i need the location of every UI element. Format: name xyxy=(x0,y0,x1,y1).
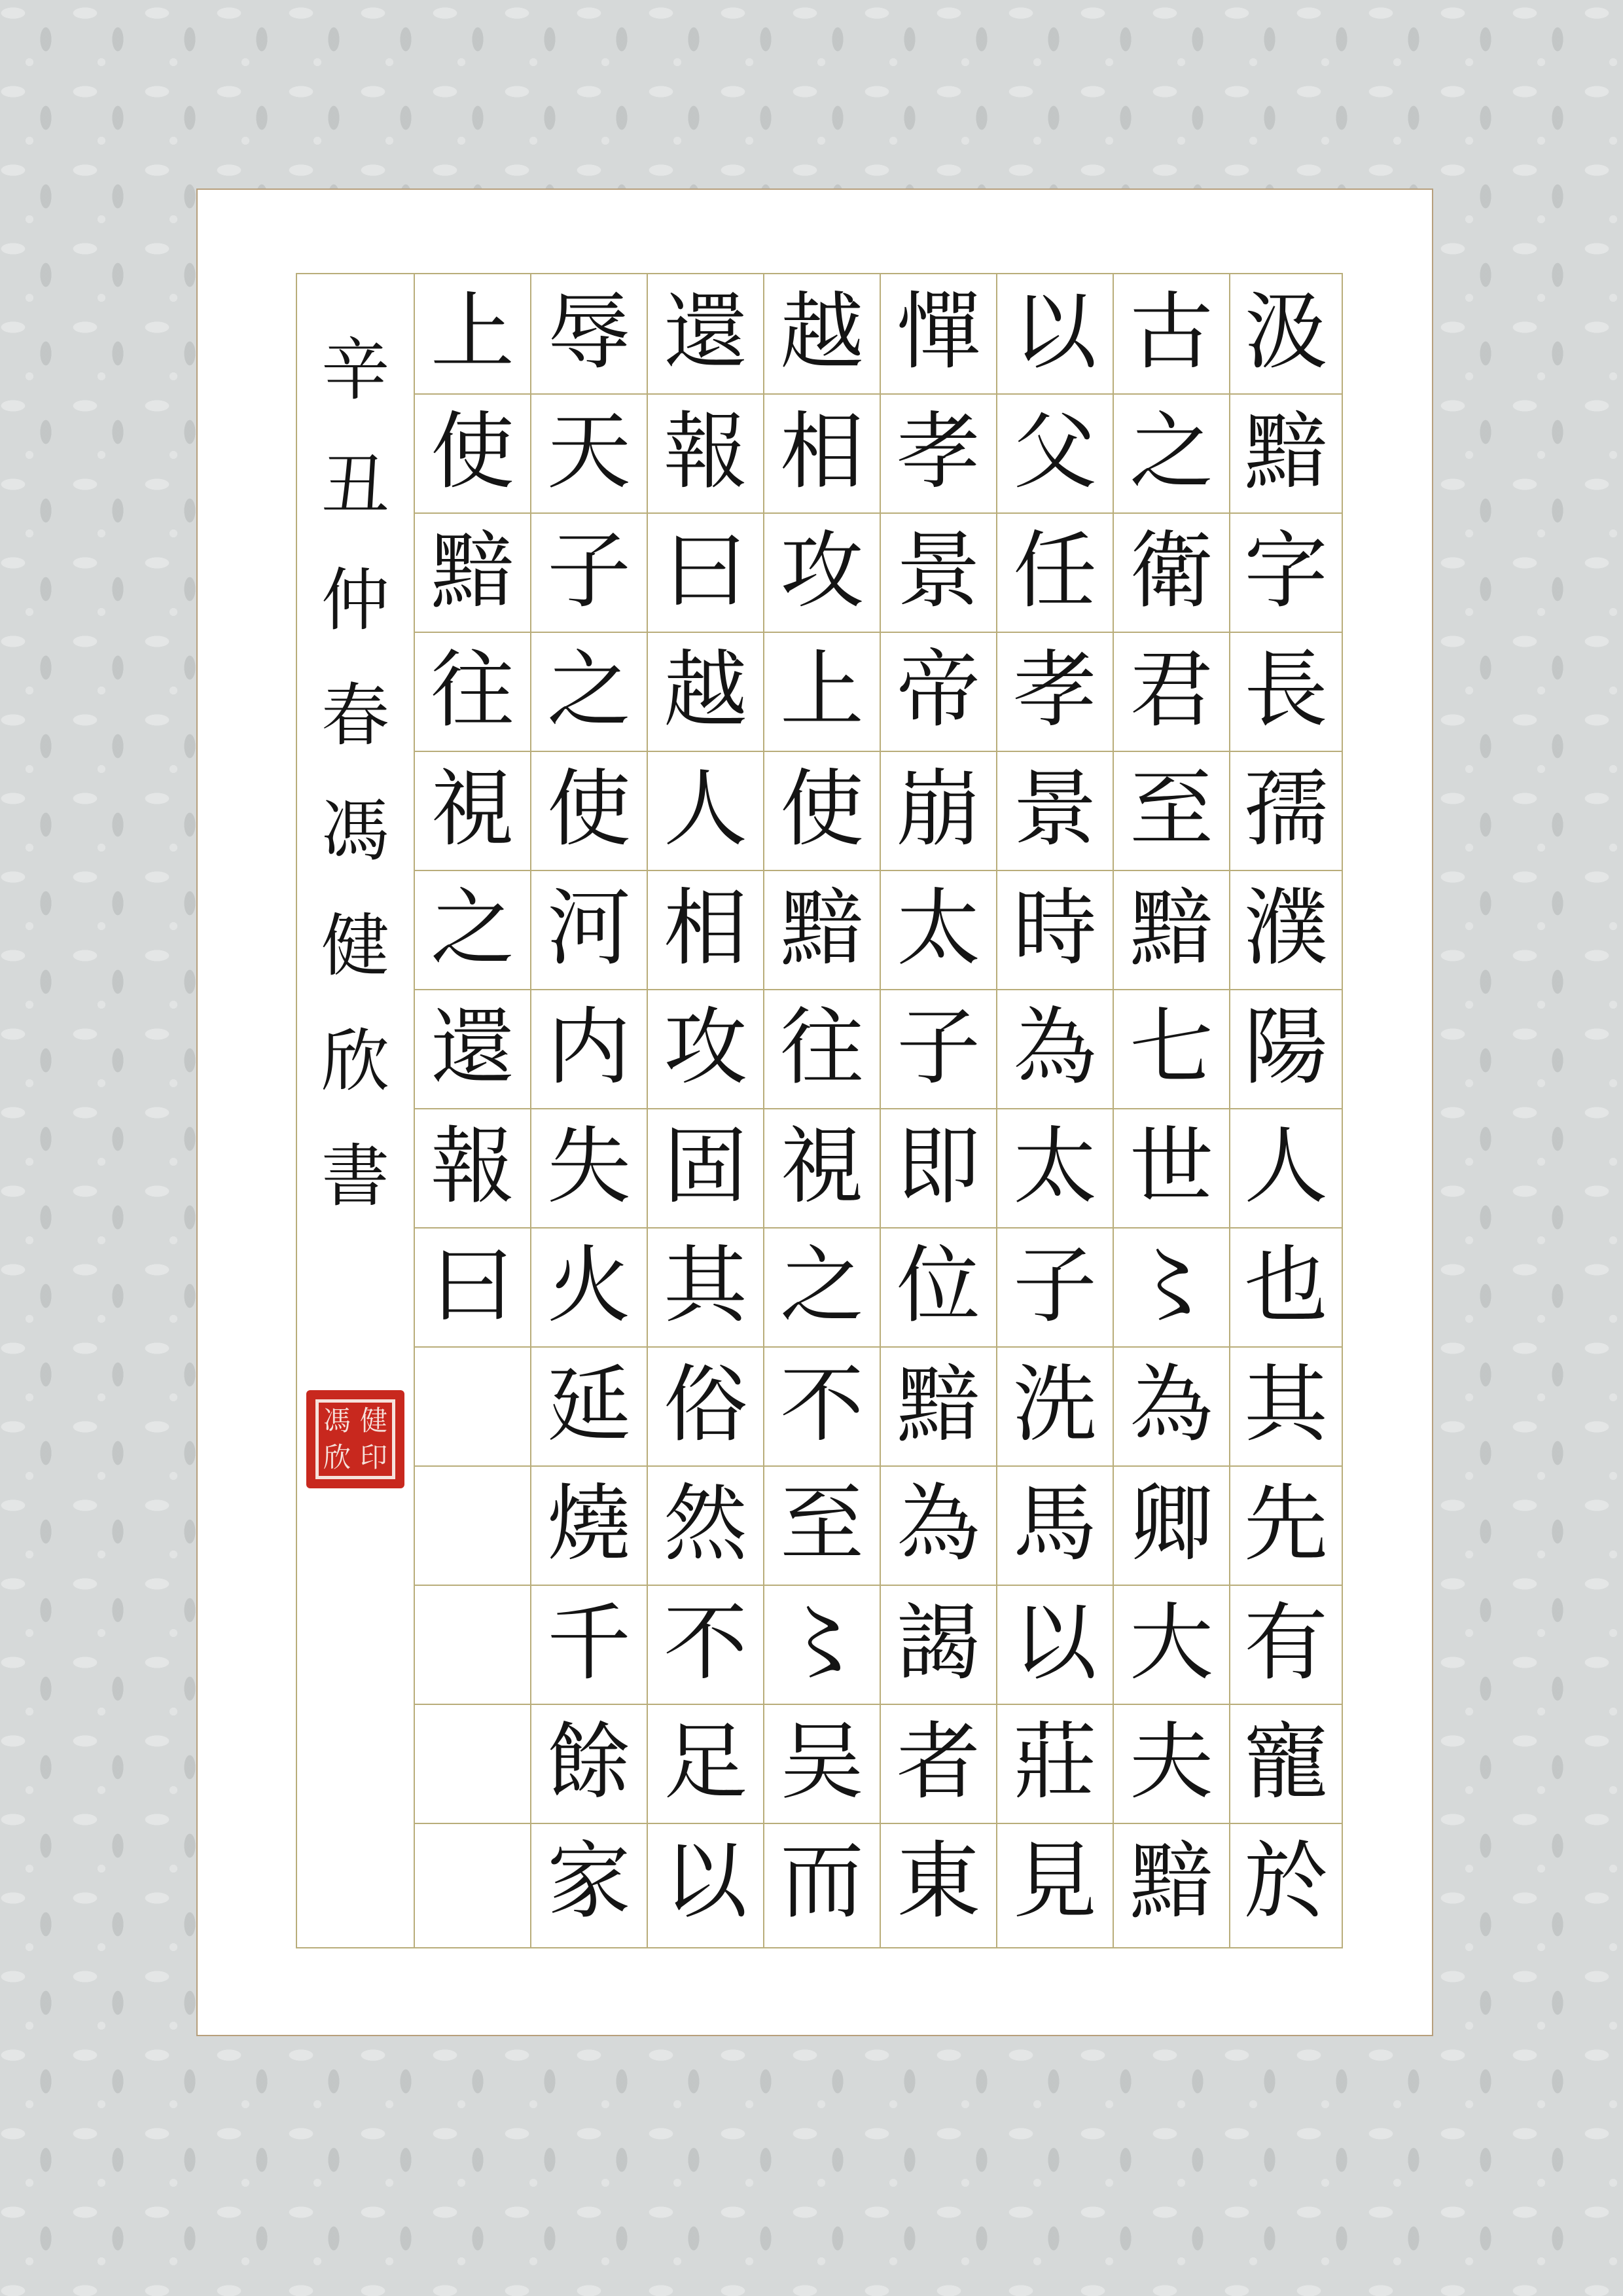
seal-char: 欣 xyxy=(323,1441,351,1473)
grid-cell-char: 曰 xyxy=(648,512,763,629)
grid-cell-char: 濮 xyxy=(1230,870,1342,986)
grid-cell-char: 其 xyxy=(648,1227,763,1344)
grid-cell-char: 黯 xyxy=(415,512,530,629)
grid-cell-char: 黯 xyxy=(1114,1823,1229,1939)
grid-cell-char: 〻 xyxy=(764,1585,880,1701)
grid-cell-char: 上 xyxy=(764,632,880,748)
grid-cell-char: 餘 xyxy=(531,1704,647,1820)
grid-cell-char: 使 xyxy=(531,751,647,867)
seal-char: 印 xyxy=(359,1441,387,1473)
grid-cell-char: 父 xyxy=(997,393,1113,510)
signature-char: 辛 xyxy=(321,330,389,410)
grid-cell-empty xyxy=(415,1823,530,1939)
grid-cell-char: 視 xyxy=(764,1108,880,1225)
text-column-3 xyxy=(996,274,1113,1947)
grid-cell-char: 為 xyxy=(997,989,1113,1105)
grid-cell-char: 火 xyxy=(531,1227,647,1344)
text-column-5 xyxy=(763,274,880,1947)
grid-cell-char: 夫 xyxy=(1114,1704,1229,1820)
grid-cell-char: 帝 xyxy=(881,632,996,748)
signature-char: 丑 xyxy=(321,445,389,525)
grid-cell-char: 河 xyxy=(531,870,647,986)
grid-cell-char: 孝 xyxy=(997,632,1113,748)
grid-cell-char: 寵 xyxy=(1230,1704,1342,1820)
grid-cell-char: 世 xyxy=(1114,1108,1229,1225)
seal-characters xyxy=(315,1399,395,1479)
grid-cell-char: 還 xyxy=(663,283,747,381)
grid-cell-char: 馬 xyxy=(997,1465,1113,1582)
grid-cell-empty xyxy=(415,1585,530,1701)
grid-cell-char: 之 xyxy=(764,1227,880,1344)
grid-cell-char: 〻 xyxy=(1114,1227,1229,1344)
grid-cell-char: 至 xyxy=(764,1465,880,1582)
grid-cell-char: 為 xyxy=(1114,1346,1229,1463)
grid-cell-char: 至 xyxy=(1114,751,1229,867)
grid-cell-char: 崩 xyxy=(881,751,996,867)
grid-cell-char: 以 xyxy=(1012,283,1097,381)
text-column-4 xyxy=(880,274,996,1947)
text-column-2 xyxy=(1113,274,1229,1947)
signature-char: 春 xyxy=(321,675,389,755)
grid-cell-char: 有 xyxy=(1230,1585,1342,1701)
grid-cell-char: 孝 xyxy=(881,393,996,510)
grid-cell-char: 其 xyxy=(1230,1346,1342,1463)
grid-cell-char: 失 xyxy=(531,1108,647,1225)
grid-cell-char: 汲 xyxy=(1243,283,1328,381)
grid-cell-char: 之 xyxy=(1114,393,1229,510)
signature-char: 書 xyxy=(321,1136,389,1216)
text-column-1 xyxy=(1229,274,1342,1947)
grid-cell-char: 孺 xyxy=(1230,751,1342,867)
grid-cell-char: 固 xyxy=(648,1108,763,1225)
grid-cell-char: 之 xyxy=(531,632,647,748)
grid-cell-char: 東 xyxy=(881,1823,996,1939)
grid-cell-char: 辱 xyxy=(546,283,631,381)
grid-cell-char: 景 xyxy=(997,751,1113,867)
text-column-8 xyxy=(414,274,530,1947)
grid-cell-char: 還 xyxy=(415,989,530,1105)
grid-cell-char: 太 xyxy=(997,1108,1113,1225)
grid-cell-char: 使 xyxy=(415,393,530,510)
grid-cell-char: 子 xyxy=(881,989,996,1105)
grid-cell-char: 曰 xyxy=(415,1227,530,1344)
grid-cell-char: 即 xyxy=(881,1108,996,1225)
seal-char: 健 xyxy=(359,1405,387,1437)
grid-cell-char: 時 xyxy=(997,870,1113,986)
grid-cell-char: 人 xyxy=(648,751,763,867)
grid-cell-char: 之 xyxy=(415,870,530,986)
grid-cell-char: 洗 xyxy=(997,1346,1113,1463)
grid-cell-char: 以 xyxy=(648,1823,763,1939)
grid-cell-char: 任 xyxy=(997,512,1113,629)
grid-cell-char: 大 xyxy=(1114,1585,1229,1701)
grid-cell-char: 子 xyxy=(531,512,647,629)
grid-cell-char: 於 xyxy=(1230,1823,1342,1939)
grid-cell-char: 莊 xyxy=(997,1704,1113,1820)
grid-cell-char: 太 xyxy=(881,870,996,986)
grid-cell-char: 陽 xyxy=(1230,989,1342,1105)
grid-cell-char: 黯 xyxy=(1230,393,1342,510)
calligraphy-grid xyxy=(296,273,1343,1948)
grid-cell-char: 字 xyxy=(1230,512,1342,629)
signature-char: 仲 xyxy=(321,560,389,640)
grid-cell-char: 位 xyxy=(881,1227,996,1344)
grid-cell-char: 七 xyxy=(1114,989,1229,1105)
text-column-6 xyxy=(647,274,763,1947)
grid-cell-char: 黯 xyxy=(1114,870,1229,986)
grid-cell-char: 攻 xyxy=(648,989,763,1105)
grid-cell-char: 越 xyxy=(648,632,763,748)
grid-cell-char: 黯 xyxy=(881,1346,996,1463)
grid-cell-char: 燒 xyxy=(531,1465,647,1582)
grid-cell-empty xyxy=(415,1704,530,1820)
grid-cell-char: 上 xyxy=(430,283,514,381)
grid-cell-char: 君 xyxy=(1114,632,1229,748)
grid-cell-char: 千 xyxy=(531,1585,647,1701)
grid-cell-char: 往 xyxy=(764,989,880,1105)
grid-cell-char: 然 xyxy=(648,1465,763,1582)
grid-cell-char: 人 xyxy=(1230,1108,1342,1225)
grid-cell-char: 黯 xyxy=(764,870,880,986)
grid-cell-char: 天 xyxy=(531,393,647,510)
signature-inscription xyxy=(297,312,414,1234)
grid-cell-empty xyxy=(415,1465,530,1582)
grid-cell-empty xyxy=(415,1346,530,1463)
grid-cell-char: 不 xyxy=(764,1346,880,1463)
grid-cell-char: 報 xyxy=(415,1108,530,1225)
grid-cell-char: 為 xyxy=(881,1465,996,1582)
grid-cell-char: 先 xyxy=(1230,1465,1342,1582)
grid-cell-char: 景 xyxy=(881,512,996,629)
grid-cell-char: 卿 xyxy=(1114,1465,1229,1582)
grid-cell-char: 相 xyxy=(648,870,763,986)
grid-cell-char: 以 xyxy=(997,1585,1113,1701)
grid-cell-char: 俗 xyxy=(648,1346,763,1463)
grid-cell-char: 古 xyxy=(1129,283,1213,381)
grid-cell-char: 往 xyxy=(415,632,530,748)
grid-cell-char: 延 xyxy=(531,1346,647,1463)
grid-cell-char: 也 xyxy=(1230,1227,1342,1344)
grid-cell-char: 足 xyxy=(648,1704,763,1820)
signature-char: 健 xyxy=(321,906,389,986)
signature-char: 馮 xyxy=(321,791,389,870)
grid-cell-char: 使 xyxy=(764,751,880,867)
grid-cell-char: 不 xyxy=(648,1585,763,1701)
seal-char: 馮 xyxy=(323,1405,351,1437)
grid-cell-char: 攻 xyxy=(764,512,880,629)
grid-cell-char: 衛 xyxy=(1114,512,1229,629)
grid-cell-char: 内 xyxy=(531,989,647,1105)
grid-cell-char: 見 xyxy=(997,1823,1113,1939)
grid-cell-char: 報 xyxy=(648,393,763,510)
red-seal-stamp xyxy=(306,1390,404,1488)
text-column-7 xyxy=(530,274,647,1947)
grid-cell-char: 長 xyxy=(1230,632,1342,748)
grid-cell-char: 越 xyxy=(779,283,864,381)
grid-cell-char: 者 xyxy=(881,1704,996,1820)
grid-cell-char: 憚 xyxy=(896,283,980,381)
signature-column xyxy=(297,274,414,1947)
grid-cell-char: 子 xyxy=(997,1227,1113,1344)
grid-cell-char: 謁 xyxy=(881,1585,996,1701)
signature-char: 欣 xyxy=(321,1021,389,1101)
paper-mount xyxy=(196,188,1433,2036)
grid-cell-char: 家 xyxy=(531,1823,647,1939)
grid-cell-char: 相 xyxy=(764,393,880,510)
grid-cell-char: 吴 xyxy=(764,1704,880,1820)
grid-cell-char: 而 xyxy=(764,1823,880,1939)
grid-cell-char: 視 xyxy=(415,751,530,867)
